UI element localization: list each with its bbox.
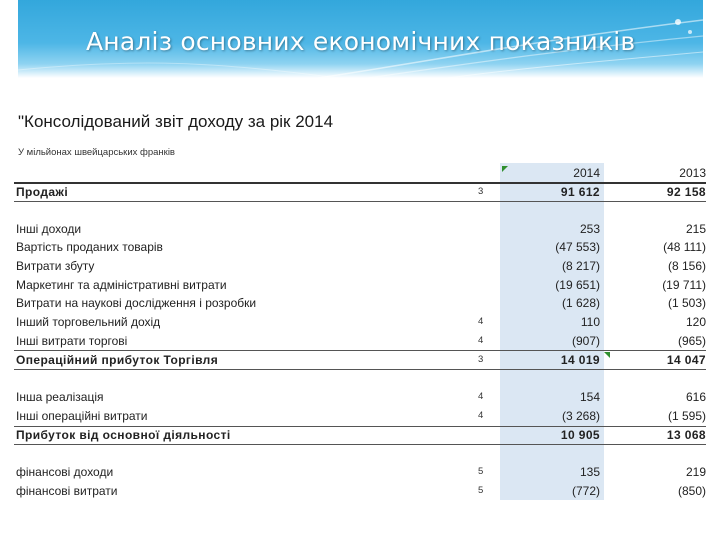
table-row (16, 276, 706, 294)
table-row (16, 426, 706, 444)
row-note: 3 (478, 354, 484, 365)
report-title: "Консолідований звіт доходу за рік 2014 (18, 112, 334, 131)
table-row (16, 407, 706, 425)
value-2014: (47 553) (555, 240, 600, 254)
row-label: Інший торговельний дохід (16, 315, 161, 329)
table-row (16, 257, 706, 275)
table-rule (14, 444, 706, 445)
value-2014: (907) (571, 334, 600, 348)
row-label: Витрати на наукові дослідження і розробки (16, 296, 257, 310)
slide-title: Аналіз основних економічних показників (86, 27, 636, 56)
value-2013: 13 068 (666, 428, 706, 442)
value-2013: 215 (685, 222, 706, 236)
value-2013: 14 047 (666, 353, 706, 367)
row-label: Інша реалізація (16, 390, 104, 404)
value-2013: (48 111) (663, 240, 706, 254)
row-label: Операційний прибуток Торгівля (16, 353, 219, 367)
value-2014: 14 019 (560, 353, 600, 367)
row-note: 4 (478, 335, 484, 346)
table-row (16, 351, 706, 369)
table-row (16, 463, 706, 481)
value-2014: (3 268) (561, 409, 600, 423)
value-2014: 253 (579, 222, 600, 236)
value-2013: 120 (685, 315, 706, 329)
value-2014: (1 628) (561, 296, 600, 310)
row-note: 4 (478, 316, 484, 327)
value-2013: (965) (677, 334, 706, 348)
row-note: 5 (478, 485, 484, 496)
value-2014: (772) (571, 484, 600, 498)
row-label: фінансові доходи (16, 465, 114, 479)
value-2013: (1 595) (667, 409, 706, 423)
row-label: Продажі (16, 185, 69, 199)
table-row (16, 220, 706, 238)
row-label: фінансові витрати (16, 484, 118, 498)
value-2013: (19 711) (662, 278, 706, 292)
value-2014: (8 217) (561, 259, 600, 273)
row-label: Маркетинг та адміністративні витрати (16, 278, 227, 292)
table-rule (14, 201, 706, 202)
row-note: 4 (478, 391, 484, 402)
row-label: Інші доходи (16, 222, 82, 236)
table-row (16, 332, 706, 350)
row-label: Інші операційні витрати (16, 409, 148, 423)
value-2014: 10 905 (560, 428, 600, 442)
row-label: Вартість проданих товарів (16, 240, 163, 254)
row-note: 4 (478, 410, 484, 421)
value-2014: 91 612 (560, 185, 600, 199)
value-2013: (850) (677, 484, 706, 498)
table-row (16, 313, 706, 331)
value-2014: 110 (580, 315, 600, 329)
row-label: Прибуток від основної діяльності (16, 428, 231, 442)
row-note: 5 (478, 466, 484, 477)
row-label: Інші витрати торгові (16, 334, 128, 348)
column-header-2014: 2014 (573, 166, 600, 180)
unit-note: У мільйонах швейцарських франків (18, 147, 175, 158)
value-2013: (1 503) (667, 296, 706, 310)
table-row (16, 482, 706, 500)
table-row (16, 238, 706, 256)
row-note: 3 (478, 186, 484, 197)
value-2014: 154 (579, 390, 600, 404)
row-label: Витрати збуту (16, 259, 95, 273)
table-rule (14, 369, 706, 370)
table-row (16, 294, 706, 312)
value-2013: 92 158 (666, 185, 706, 199)
column-header-2013: 2013 (679, 166, 706, 180)
table-row (16, 388, 706, 406)
value-2013: (8 156) (667, 259, 706, 273)
value-2014: 135 (579, 465, 600, 479)
value-2014: (19 651) (555, 278, 600, 292)
value-2013: 616 (685, 390, 706, 404)
value-2013: 219 (685, 465, 706, 479)
table-row (16, 183, 706, 201)
